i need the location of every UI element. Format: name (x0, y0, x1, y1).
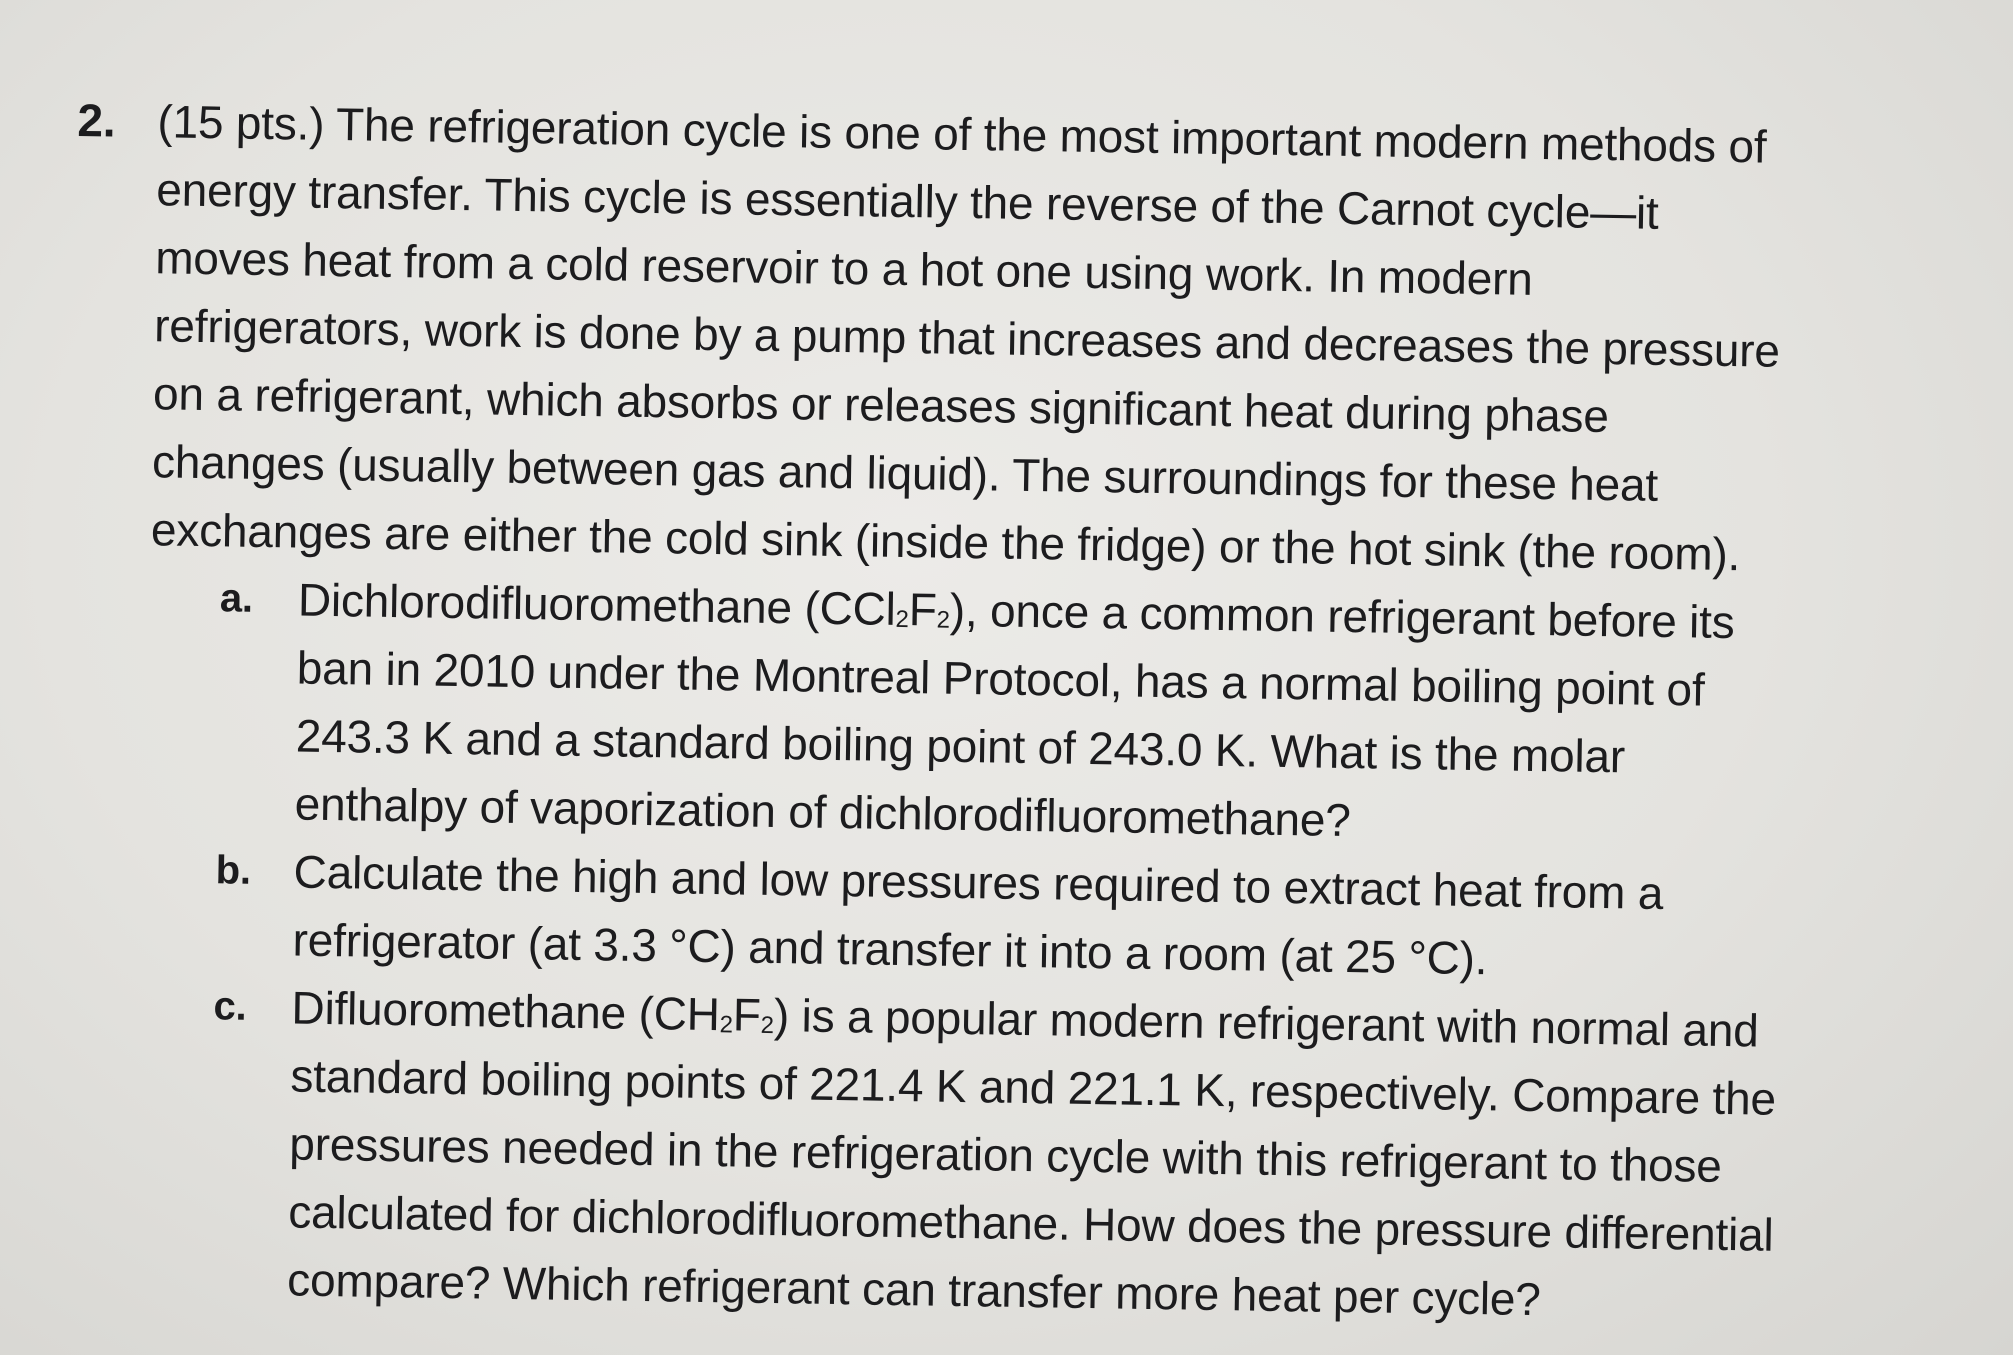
part-c (209, 972, 1954, 1339)
formula-text: ) is a popular modern refrigerant with normal and (773, 989, 1760, 1057)
part-a-line: enthalpy of vaporization of dichlorodifluoromethane? (294, 777, 1352, 847)
part-a (216, 564, 1960, 863)
formula-text: ), once a common refrigerant before its (949, 583, 1735, 649)
part-a-letter: a. (219, 576, 254, 621)
stem-line: moves heat from a cold reservoir to a hot one using work. In modern (154, 231, 1534, 305)
part-c-text (287, 973, 1954, 1339)
stem-line: (15 pts.) The refrigeration cycle is one of the most important modern methods of (157, 95, 1767, 173)
subscript: 2 (895, 605, 909, 634)
subscript: 2 (760, 1011, 775, 1040)
sub-questions (59, 562, 1961, 1340)
stem-line: on a refrigerant, which absorbs or releases significant heat during phase (152, 367, 1610, 443)
part-a-text (294, 566, 1960, 864)
subscript: 2 (936, 606, 950, 634)
question-number: 2. (77, 93, 116, 147)
part-b-line: refrigerator (at 3.3 °C) and transfer it into a room (at 25 °C). (292, 913, 1488, 985)
question-stem (71, 86, 1968, 592)
part-b-text (292, 837, 1956, 999)
part-c-line: pressures needed in the refrigeration cycle with this refrigerant to those (289, 1117, 1723, 1192)
part-c-letter: c. (213, 984, 247, 1029)
formula-text: F (908, 583, 938, 636)
stem-line: energy transfer. This cycle is essentially the reverse of the Carnot cycle—it (155, 163, 1660, 239)
stem-line: refrigerators, work is done by a pump that increases and decreases the pressure (153, 299, 1781, 377)
formula-text: Dichlorodifluoromethane (CCl (297, 573, 897, 635)
formula-text: Difluoromethane (CH (291, 981, 721, 1041)
formula-text: F (732, 988, 762, 1041)
question-2 (59, 86, 1968, 1340)
part-c-line: standard boiling points of 221.4 K and 221.1 K, respectively. Compare the (290, 1049, 1777, 1125)
part-a-line: 243.3 K and a standard boiling point of 243.0 K. What is the molar (295, 709, 1626, 783)
subscript: 2 (719, 1011, 733, 1039)
part-b (214, 836, 1956, 999)
stem-line: changes (usually between gas and liquid). The surroundings for these heat (151, 435, 1659, 511)
part-c-line: compare? Which refrigerant can transfer more heat per cycle? (286, 1253, 1542, 1326)
part-a-line: ban in 2010 under the Montreal Protocol, has a normal boiling point of (296, 641, 1705, 716)
part-b-line: Calculate the high and low pressures required to extract heat from a (293, 845, 1664, 919)
question-stem-text (151, 87, 1968, 591)
stem-line: exchanges are either the cold sink (inside the fridge) or the hot sink (the room). (150, 503, 1741, 581)
part-b-letter: b. (215, 848, 252, 893)
part-c-line: calculated for dichlorodifluoromethane. How does the pressure differential (287, 1185, 1774, 1261)
